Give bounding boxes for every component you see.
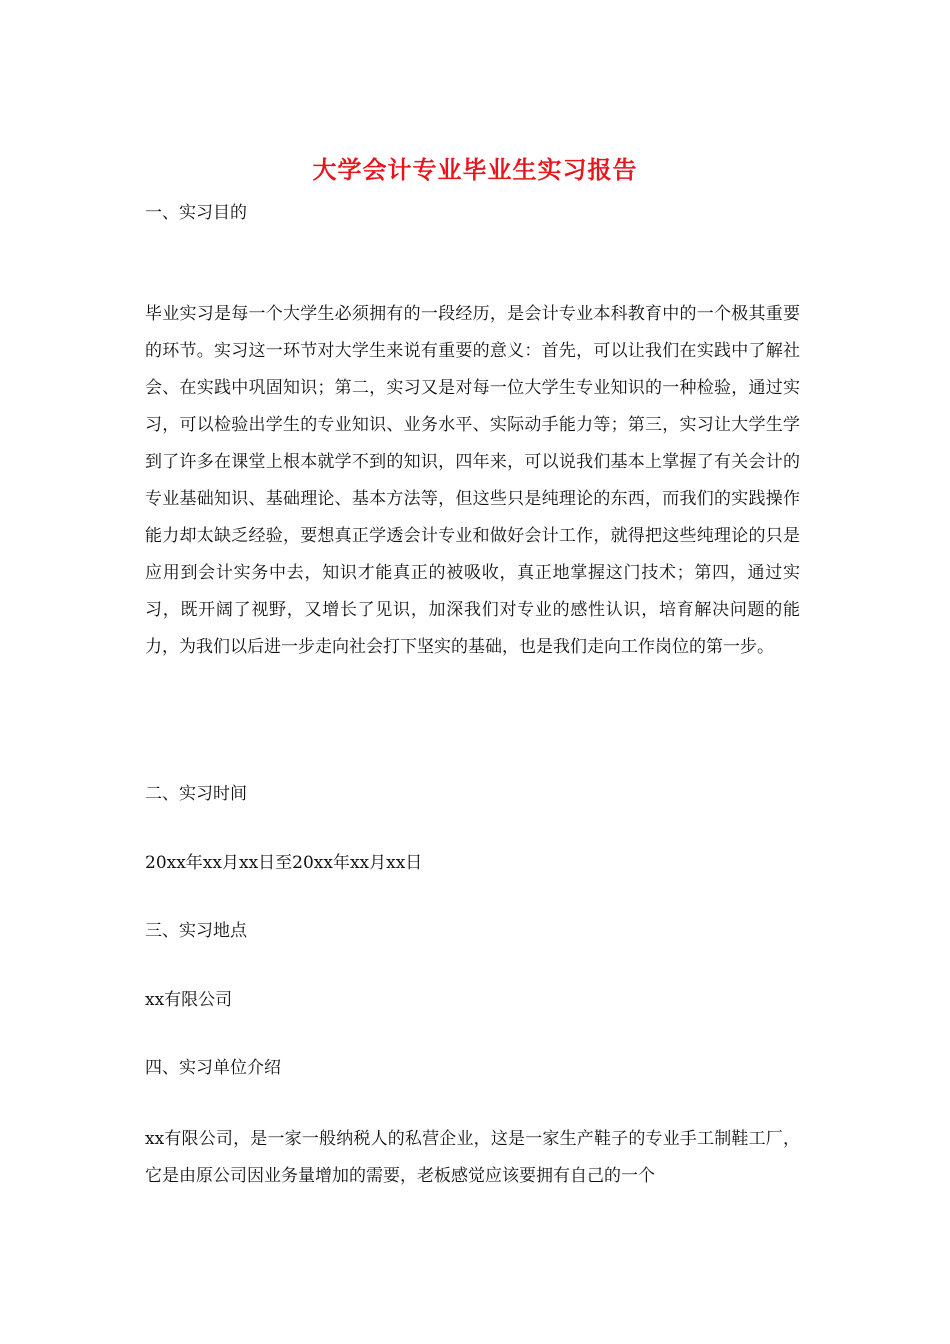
section-heading-time: 二、实习时间 <box>145 784 247 804</box>
section-body-company-intro: xx有限公司，是一家一般纳税人的私营企业，这是一家生产鞋子的专业手工制鞋工厂，它是由原公司因业务量增加的需要，老板感觉应该要拥有自己的一个 <box>145 1129 800 1186</box>
section-body-purpose: 毕业实习是每一个大学生必须拥有的一段经历，是会计专业本科教育中的一个极其重要的环节。实习这一环节对大学生来说有重要的意义：首先，可以让我们在实践中了解社会、在实践中巩固知识；第二，实习又是对每一位大学生专业知识的一种检验，通过实习，可以检验出学生的专业知识、业务水平、实际动手能力等；第三，实习让大学生学到了许多在课堂上根本就学不到的知识，四年来，可以说我们基本上掌握了有关会计的专业基础知识、基础理论、基本方法等，但这些只是纯理论的东西，而我们的实践操作能力却太缺乏经验，要想真正学透会计专业和做好会计工作，就得把这些纯理论的只是应用到会计实务中去，知识才能真正的被吸收，真正地掌握这门技术；第四，通过实习，既开阔了视野，又增长了见识，加深我们对专业的感性认识，培育解决问题的能力，为我们以后进一步走向社会打下坚实的基础，也是我们走向工作岗位的第一步。 <box>145 304 800 657</box>
section-body-location: xx有限公司 <box>145 990 233 1010</box>
section-heading-purpose: 一、实习目的 <box>145 203 247 223</box>
section-heading-location: 三、实习地点 <box>145 921 247 941</box>
section-heading-company-intro: 四、实习单位介绍 <box>145 1058 281 1078</box>
section-body-time: 20xx年xx月xx日至20xx年xx月xx日 <box>145 853 423 873</box>
document-title: 大学会计专业毕业生实习报告 <box>312 155 638 184</box>
